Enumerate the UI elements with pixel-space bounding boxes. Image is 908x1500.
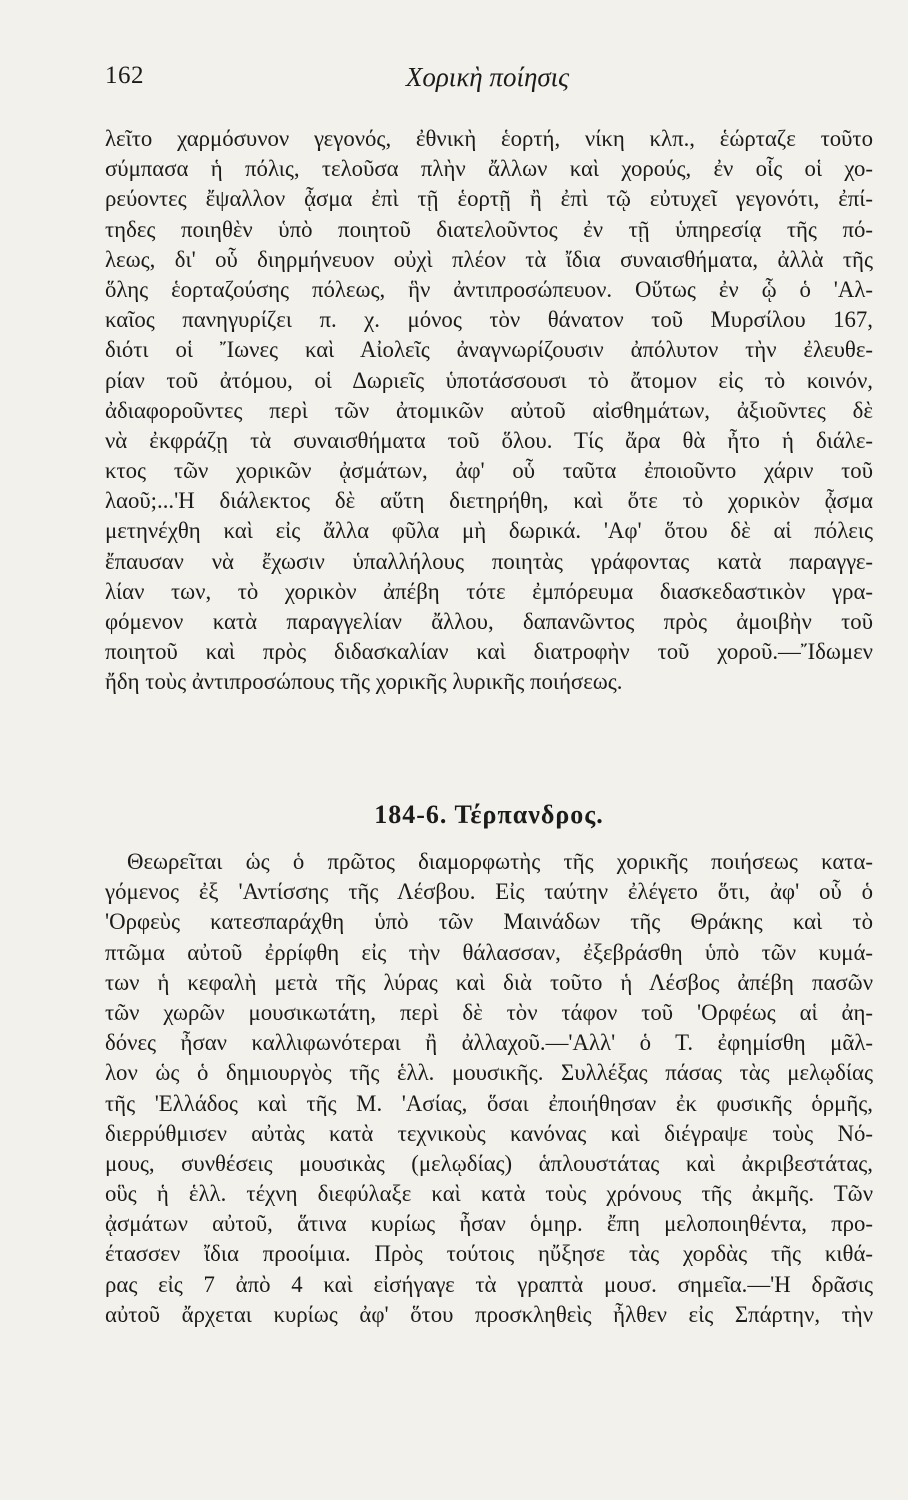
text-line: ρίαν τοῦ ἀτόμου, οἱ Δωριεῖς ὑποτάσσουσι τὸ ἄτομον εἰς τὸ κοινόν, xyxy=(105,367,873,393)
text-line: διότι οἱ Ἴωνες καὶ Αἰολεῖς ἀναγνωρίζουσιν ἀπόλυτον τὴν ἐλευθε- xyxy=(105,337,873,363)
text-line: γόμενος ἐξ 'Αντίσσης τῆς Λέσβου. Εἰς ταύτην ἐλέγετο ὅτι, ἀφ' οὗ ὁ xyxy=(105,879,873,905)
text-line: αὐτοῦ ἄρχεται κυρίως ἀφ' ὅτου προσκληθεὶς ἦλθεν εἰς Σπάρτην, τὴν xyxy=(105,1301,873,1327)
text-line: των ἡ κεφαλὴ μετὰ τῆς λύρας καὶ διὰ τοῦτο ἡ Λέσβος ἀπέβη πασῶν xyxy=(105,969,873,995)
text-line: ρεύοντες ἔψαλλον ᾆσμα ἐπὶ τῇ ἑορτῇ ἢ ἐπὶ τῷ εὐτυχεῖ γεγονότι, ἐπί- xyxy=(105,186,873,212)
text-line: μους, συνθέσεις μουσικὰς (μελῳδίας) ἁπλουστάτας καὶ ἀκριβεστάτας, xyxy=(105,1150,873,1176)
text-line: λίαν των, τὸ χορικὸν ἀπέβη τότε ἐμπόρευμα διασκεδαστικὸν γρα- xyxy=(105,578,873,604)
text-line: ὅλης ἑορταζούσης πόλεως, ἣν ἀντιπροσώπευον. Οὕτως ἐν ᾧ ὁ 'Αλ- xyxy=(105,276,873,302)
text-line: τηδες ποιηθὲν ὑπὸ ποιητοῦ διατελοῦντος ἐν τῇ ὑπηρεσίᾳ τῆς πό- xyxy=(105,216,873,242)
text-line: νὰ ἐκφράζῃ τὰ συναισθήματα τοῦ ὅλου. Τίς ἄρα θὰ ἦτο ἡ διάλε- xyxy=(105,427,873,453)
text-line: κτος τῶν χορικῶν ᾀσμάτων, ἀφ' οὗ ταῦτα ἐποιοῦντο χάριν τοῦ xyxy=(105,458,873,484)
text-line: οὓς ἡ ἑλλ. τέχνη διεφύλαξε καὶ κατὰ τοὺς χρόνους τῆς ἀκμῆς. Τῶν xyxy=(105,1181,873,1207)
text-line: ἤδη τοὺς ἀντιπροσώπους τῆς χορικῆς λυρικῆς ποιήσεως. xyxy=(105,669,623,695)
text-line: διερρύθμισεν αὐτὰς κατὰ τεχνικοὺς κανόνας καὶ διέγραψε τοὺς Νό- xyxy=(105,1120,873,1146)
text-line: σύμπασα ἡ πόλις, τελοῦσα πλὴν ἄλλων καὶ χορούς, ἐν οἷς οἱ χο- xyxy=(105,156,873,182)
text-line: λον ὡς ὁ δημιουργὸς τῆς ἑλλ. μουσικῆς. Συλλέξας πάσας τὰς μελῳδίας xyxy=(105,1060,873,1086)
text-line: ᾀσμάτων αὐτοῦ, ἅτινα κυρίως ἦσαν ὁμηρ. ἔπη μελοποιηθέντα, προ- xyxy=(105,1211,873,1237)
paragraph-continuation xyxy=(105,124,873,698)
text-line: ἀδιαφοροῦντες περὶ τῶν ἀτομικῶν αὐτοῦ αἰσθημάτων, ἀξιοῦντες δὲ xyxy=(105,397,873,423)
running-title: Χορικὴ ποίησις xyxy=(405,62,570,92)
text-line: ποιητοῦ καὶ πρὸς διδασκαλίαν καὶ διατροφὴν τοῦ χοροῦ.—Ἴδωμεν xyxy=(105,639,873,665)
section-body xyxy=(105,847,873,1330)
text-line: λεῖτο χαρμόσυνον γεγονός, ἐθνικὴ ἑορτή, νίκη κλπ., ἑώρταζε τοῦτο xyxy=(105,126,873,151)
text-line: έτασσεν ἴδια προοίμια. Πρὸς τούτοις ηὔξησε τὰς χορδὰς τῆς κιθά- xyxy=(105,1241,873,1267)
text-line: φόμενον κατὰ παραγγελίαν ἄλλου, δαπανῶντος πρὸς ἀμοιβὴν τοῦ xyxy=(105,609,873,634)
text-line: ἔπαυσαν νὰ ἔχωσιν ὑπαλλήλους ποιητὰς γράφοντας κατὰ παραγγε- xyxy=(105,548,873,574)
page-header xyxy=(105,62,870,102)
text-line: τῆς 'Ελλάδος καὶ τῆς Μ. 'Ασίας, ὅσαι ἐποιήθησαν ἐκ φυσικῆς ὁρμῆς, xyxy=(105,1090,873,1116)
text-line: 'Ορφεὺς κατεσπαράχθη ὑπὸ τῶν Μαινάδων τῆς Θράκης καὶ τὸ xyxy=(105,909,873,935)
text-line: μετηνέχθη καὶ εἰς ἄλλα φῦλα μὴ δωρικά. 'Αφ' ὅτου δὲ αἱ πόλεις xyxy=(105,518,873,544)
text-line: Θεωρεῖται ὡς ὁ πρῶτος διαμορφωτὴς τῆς χορικῆς ποιήσεως κατα- xyxy=(127,849,873,874)
text-line: τῶν χωρῶν μουσικωτάτη, περὶ δὲ τὸν τάφον τοῦ 'Ορφέως αἱ ἀη- xyxy=(105,999,873,1025)
text-line: λεως, δι' οὗ διηρμήνευον οὐχὶ πλέον τὰ ἴδια συναισθήματα, ἀλλὰ τῆς xyxy=(105,246,873,272)
text-line: ρας εἰς 7 ἀπὸ 4 καὶ εἰσήγαγε τὰ γραπτὰ μουσ. σημεῖα.—'Η δρᾶσις xyxy=(105,1271,873,1297)
text-line: λαοῦ;...'Η διάλεκτος δὲ αὕτη διετηρήθη, καὶ ὅτε τὸ χορικὸν ᾆσμα xyxy=(105,488,873,514)
text-line: καῖος πανηγυρίζει π. χ. μόνος τὸν θάνατον τοῦ Μυρσίλου 167, xyxy=(105,307,873,333)
page-number: 162 xyxy=(105,62,144,89)
section-heading: 184-6. Τέρπανδρος. xyxy=(374,800,604,829)
text-line: δόνες ἦσαν καλλιφωνότεραι ἢ ἀλλαχοῦ.—'Αλλ' ὁ Τ. ἐφημίσθη μᾶλ- xyxy=(105,1030,873,1056)
text-line: πτῶμα αὐτοῦ ἐρρίφθη εἰς τὴν θάλασσαν, ἐξεβράσθη ὑπὸ τῶν κυμά- xyxy=(105,939,873,965)
